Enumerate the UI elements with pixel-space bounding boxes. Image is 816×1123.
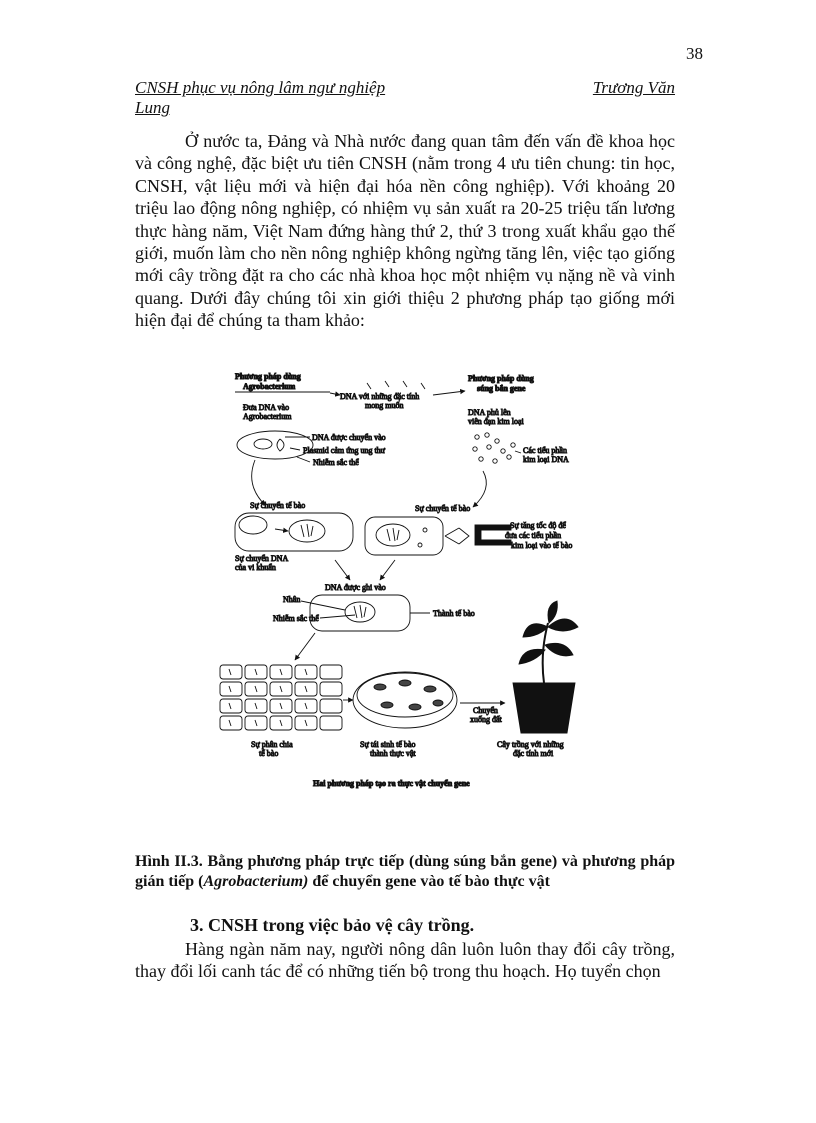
dna-marks — [367, 381, 425, 389]
new-plant-label-2: đặc tính mới — [513, 749, 554, 758]
caption-text-end: để chuyển gene vào tế bào thực vật — [308, 873, 550, 890]
arrow-right-converge — [380, 560, 395, 580]
metal-particles — [473, 433, 515, 463]
caption-text: Bằng phương pháp trực tiếp (dùng súng bắn gene) và phương pháp gián tiếp ( — [135, 853, 676, 890]
bacterial-transfer-label-2: của vi khuẩn — [235, 563, 276, 572]
new-plant-label: Cây trồng với những — [497, 740, 564, 749]
paragraph-protection-text: Hàng ngàn năm nay, người nông dân luôn luôn thay đổi cây trồng, thay đổi lối canh tác để có những tiến bộ trong thu hoạch. Họ tuyển chọn — [135, 939, 675, 982]
right-method-title: Phương pháp dùng — [468, 374, 534, 383]
page-number: 38 — [686, 44, 703, 63]
to-soil-label: Chuyển — [473, 706, 498, 715]
paragraph-protection — [135, 938, 675, 983]
cell-division-label: Sự phân chia — [251, 740, 293, 749]
speed-label-2: đưa các tiểu phần — [505, 531, 562, 540]
left-method-title: Phương pháp dùng — [235, 372, 301, 381]
left-step-label: Đưa DNA vào — [243, 403, 290, 412]
chromosomes-center — [354, 605, 366, 618]
regeneration-label-2: thành thực vật — [370, 749, 416, 758]
pointer-particles — [515, 451, 521, 453]
cell-wall-label: Thành tế bào — [433, 609, 475, 618]
nucleus-left — [289, 520, 325, 542]
chromosomes-left — [301, 524, 313, 537]
nucleus-right — [376, 524, 410, 546]
pointer-chromosome — [297, 457, 310, 462]
arrow-particles-enter — [445, 528, 469, 544]
metal-particles-label: Các tiểu phần — [523, 446, 567, 455]
right-method-subtitle: súng bắn gene — [477, 384, 526, 393]
diagram-svg — [215, 365, 610, 795]
pointer-chromosome-center — [320, 615, 355, 618]
figure-caption — [135, 852, 675, 892]
arrow-to-left-title — [330, 393, 340, 395]
arrow-to-right-title — [433, 391, 465, 395]
figure-gene-transfer-diagram — [215, 365, 610, 795]
regeneration-label: Sự tái sinh tế bào — [360, 740, 416, 749]
header-right: Trương Văn — [592, 78, 675, 97]
arrow-dna-into-nucleus — [275, 529, 288, 531]
running-header — [135, 78, 675, 117]
nucleus-label: Nhân — [283, 595, 301, 604]
cell-transfer-left-label: Sự chuyển tế bào — [250, 501, 306, 510]
caption-label: Hình II.3. — [135, 853, 203, 870]
agrobacterium-cell — [237, 431, 313, 459]
plant-cell-left — [235, 513, 353, 551]
arrow-right-down — [473, 471, 486, 507]
pointer-nucleus — [301, 601, 345, 610]
particle-in-cell-2 — [418, 543, 422, 547]
arrow-left-converge — [335, 560, 350, 580]
speed-label: Sự tăng tốc độ để — [510, 521, 566, 530]
transformed-cell — [310, 595, 410, 631]
metal-particles-label-2: kim loại DNA — [523, 455, 569, 464]
paragraph-intro — [135, 130, 675, 332]
plasmid-ring — [254, 439, 272, 449]
right-step-label-2: viên đạn kim loại — [468, 417, 524, 426]
plant-cell-right — [365, 517, 443, 555]
right-step-label: DNA phủ lên — [468, 408, 511, 417]
chromosome-label-center: Nhiễm sắc thể — [273, 614, 319, 623]
cell-transfer-right-label: Sự chuyển tế bào — [415, 504, 471, 513]
dna-inserted-label: DNA được ghi vào — [325, 583, 386, 592]
particle-in-cell — [423, 528, 427, 532]
left-method-subtitle: Agrobacterium — [243, 382, 296, 391]
bacterial-chromosome — [277, 439, 284, 451]
plasmid-label: Plasmid cảm ứng ung thư — [303, 446, 385, 455]
header-left: CNSH phục vụ nông lâm ngư nghiệp — [135, 78, 386, 97]
chromosomes-right — [387, 528, 399, 541]
paragraph-intro-text: Ở nước ta, Đảng và Nhà nước đang quan tâm đến vấn đề khoa học và công nghệ, đặc biệt ưu tiên CNSH (nằm trong 4 ưu tiên chung: tin học, CNSH, vật liệu mới và hiện đại hóa nền công nghiệp). Với khoảng 20 triệu lao động nông nghiệp, có nhiệm vụ sản xuất ra 20-25 triệu tấn lương thực hàng năm, Việt Nam đứng hàng thứ 2, thứ 3 trong xuất khẩu gạo thế giới, muốn làm cho nền nông nghiệp không ngừng tăng lên, việc tạo giống mới cây trồng đặt ra cho các nhà khoa học một nhiệm vụ nặng nề và vinh quang. Dưới đây chúng tôi xin giới thiệu 2 phương pháp tạo giống mới hiện đại để chúng ta tham khảo: — [135, 131, 675, 331]
chromosome-label: Nhiễm sắc thể — [313, 458, 359, 467]
bacterium-in-cell — [239, 516, 267, 534]
speed-label-3: kim loại vào tế bào — [511, 541, 573, 550]
pointer-plasmid — [290, 448, 300, 450]
arrow-left-down — [252, 460, 265, 505]
plant-pot — [513, 683, 575, 733]
arrow-to-division — [295, 633, 315, 660]
plant-leaves — [519, 601, 578, 664]
header-left-continued: Lung — [135, 98, 170, 117]
callus-clumps — [374, 680, 443, 710]
cell-division-label-2: tế bào — [259, 749, 279, 758]
figure-title: Hai phương pháp tạo ra thực vật chuyển gene — [313, 779, 470, 788]
plant-stem — [543, 623, 548, 683]
bacterial-transfer-label: Sự chuyển DNA — [235, 554, 289, 563]
to-soil-label-2: xuống đất — [470, 715, 502, 724]
dna-desired-label-2: mong muốn — [365, 401, 404, 410]
caption-italic: Agrobacterium) — [203, 873, 309, 890]
dividing-cells — [220, 665, 342, 730]
left-step-label-2: Agrobacterium — [243, 412, 292, 421]
dna-desired-label: DNA với những đặc tính — [340, 392, 420, 401]
dna-transferred-label: DNA được chuyển vào — [312, 433, 386, 442]
section-heading: 3. CNSH trong việc bảo vệ cây trồng. — [190, 915, 475, 935]
